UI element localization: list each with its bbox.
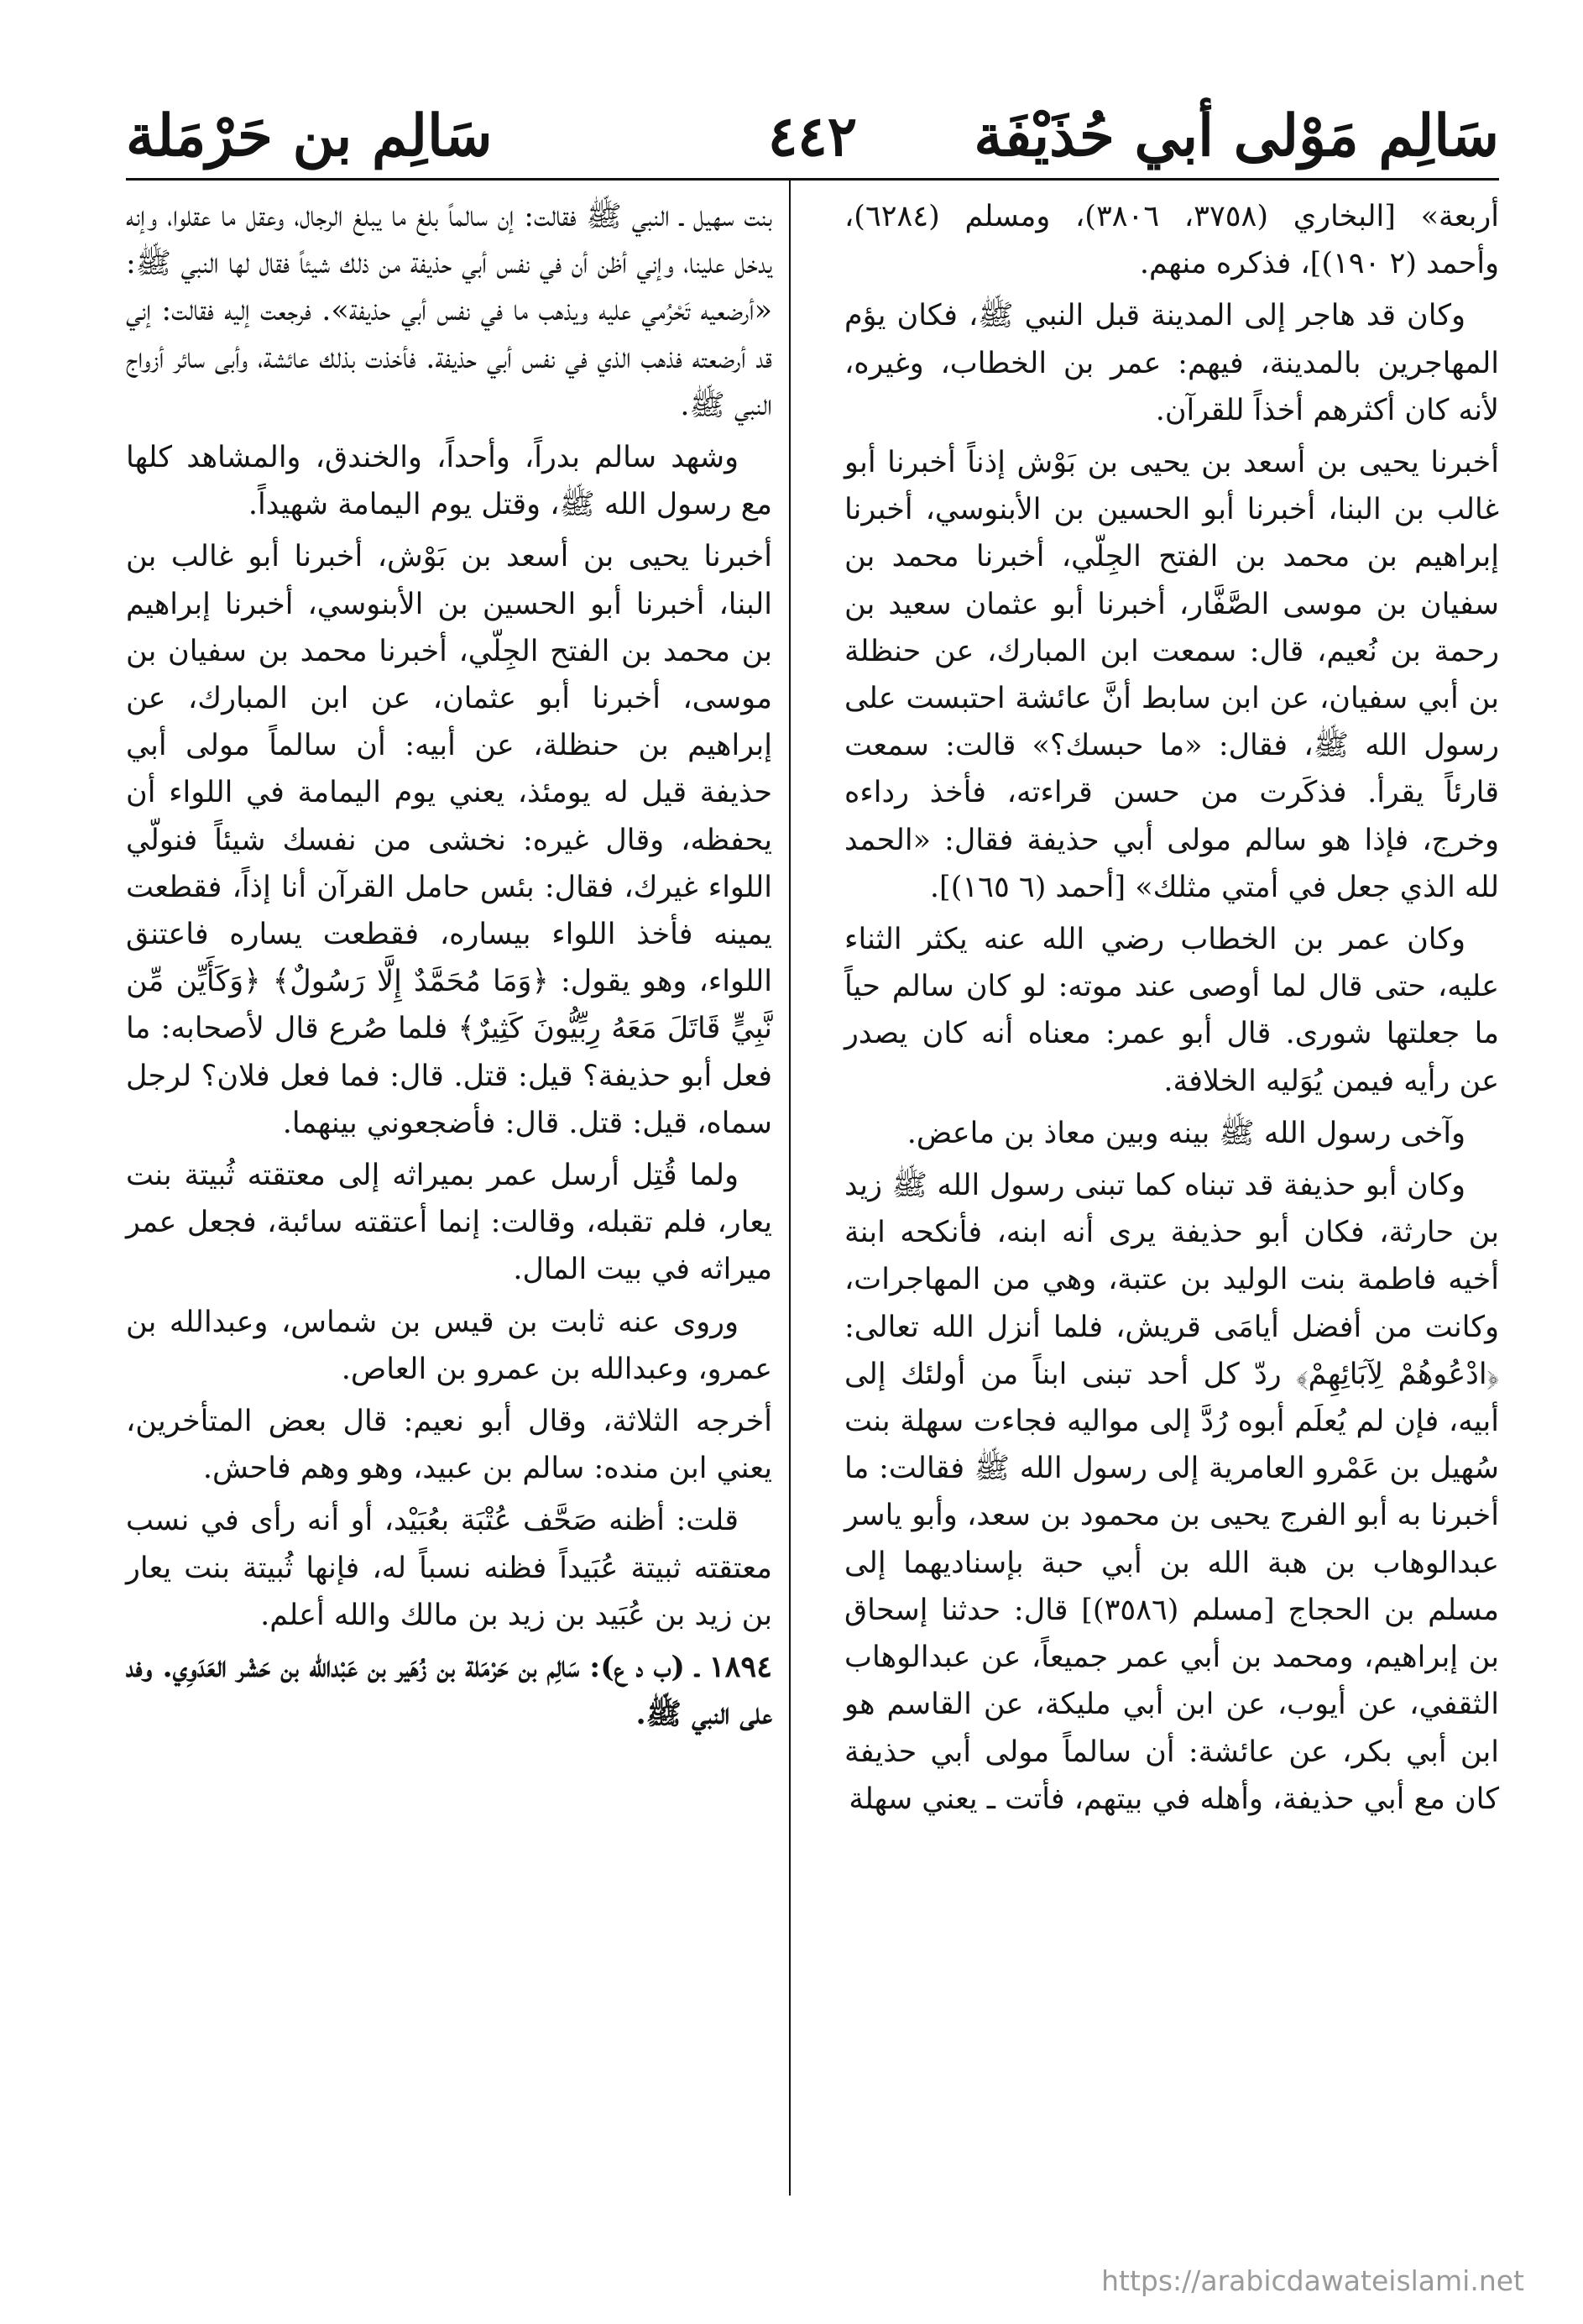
running-title-right: سَالِم مَوْلى أبي حُذَيْفَة bbox=[974, 102, 1499, 170]
paragraph: ولما قُتِل أرسل عمر بميراثه إلى معتقته ثُبيتة بنت يعار، فلم تقبله، وقالت: إنما أعتقته سائبة، فجعل عمر ميراثه في بيت المال. bbox=[126, 1159, 772, 1287]
running-title-left: سَالِم بن حَرْمَلة bbox=[126, 102, 493, 170]
left-column bbox=[126, 193, 772, 1744]
paragraph: أربعة» [البخاري (٣٧٥٨، ٣٨٠٦)، ومسلم (٦٢٨٤)، وأحمد (٢ ١٩٠)]، فذكره منهم. bbox=[844, 200, 1499, 281]
paragraph: وكان قد هاجر إلى المدينة قبل النبي ﷺ، فكان يؤم المهاجرين بالمدينة، فيهم: عمر بن الخطاب، وغيره، لأنه كان أكثرهم أخذاً للقرآن. bbox=[844, 299, 1499, 427]
page-header bbox=[126, 97, 1499, 176]
column-divider bbox=[789, 181, 791, 2196]
page-number: ٤٤٢ bbox=[767, 103, 858, 169]
paragraph: وشهد سالم بدراً، وأحداً، والخندق، والمشاهد كلها مع رسول الله ﷺ، وقتل يوم اليمامة شهيداً. bbox=[126, 441, 772, 522]
paragraph: بنت سهيل ـ النبي ﷺ فقالت: إن سالماً بلغ ما يبلغ الرجال، وعقل ما عقلوا، وإنه يدخل علينا، وإني أظن أن في نفس أبي حذيفة من ذلك شيئاً فقال لها النبي ﷺ: «أرضعيه تَحْرُمي عليه ويذهب ما في نفس أبي حذيفة». فرجعت إليه فقالت: إني قد أرضعته فذهب الذي في نفس أبي حذيفة. فأخذت بذلك عائشة، وأبى سائر أزواج النبي ﷺ. bbox=[126, 200, 772, 422]
entry-heading: ١٨٩٤ ـ (ب د ع): سَالِم بن حَرْمَلة بن زُهَير بن عَبْدالله بن حَشْر العَدَوِي. وفد على النبي ﷺ. bbox=[126, 1650, 772, 1732]
paragraph: أخبرنا يحيى بن أسعد بن يحيى بن بَوْش إذناً أخبرنا أبو غالب بن البنا، أخبرنا أبو الحسين بن الأبنوسي، أخبرنا إبراهيم بن محمد بن الفتح الجِلّي، أخبرنا محمد بن سفيان بن موسى الصَّفَّار، أخبرنا أبو عثمان سعيد بن رحمة بن نُعيم، قال: سمعت ابن المبارك، عن حنظلة بن أبي سفيان، عن ابن سابط أنَّ عائشة احتبست على رسول الله ﷺ، فقال: «ما حبسك؟» قالت: سمعت قارئاً يقرأ. فذكَرت من حسن قراءته، فأخذ رداءه وخرج، فإذا هو سالم مولى أبي حذيفة فقال: «الحمد لله الذي جعل في أمتي مثلك» [أحمد (٦ ١٦٥)]. bbox=[844, 446, 1499, 904]
header-rule bbox=[126, 178, 1499, 181]
paragraph: وكان أبو حذيفة قد تبناه كما تبنى رسول الله ﷺ زيد بن حارثة، فكان أبو حذيفة يرى أنه ابنه، فأنكحه ابنة أخيه فاطمة بنت الوليد بن عتبة، وهي من المهاجرات، وكانت من أفضل أيامَى قريش، فلما أنزل الله تعالى: ﴿ادْعُوهُمْ لِآبَائِهِمْ﴾ ردّ كل أحد تبنى ابناً من أولئك إلى أبيه، فإن لم يُعلَم أبوه رُدَّ إلى مواليه فجاءت سهلة بنت سُهيل بن عَمْرو العامرية إلى رسول الله ﷺ فقالت: ما أخبرنا به أبو الفرج يحيى بن محمود بن سعد، وأبو ياسر عبدالوهاب بن هبة الله بن أبي حبة بإسناديهما إلى مسلم بن الحجاج [مسلم (٣٥٨٦)] قال: حدثنا إسحاق بن إبراهيم، ومحمد بن أبي عمر جميعاً، عن عبدالوهاب الثقفي، عن أيوب، عن ابن أبي مليكة، عن القاسم هو ابن أبي بكر، عن عائشة: أن سالماً مولى أبي حذيفة كان مع أبي حذيفة، وأهله في بيتهم، فأتت ـ يعني سهلة bbox=[844, 1169, 1499, 1816]
paragraph: قلت: أظنه صَحَّف عُتْبَة بعُبَيْد، أو أنه رأى في نسب معتقته ثبيتة عُبَيداً فظنه نسباً له، فإنها ثُبيتة بنت يعار بن زيد بن عُبَيد بن زيد بن مالك والله أعلم. bbox=[126, 1504, 772, 1632]
paragraph: وروى عنه ثابت بن قيس بن شماس، وعبدالله بن عمرو، وعبدالله بن عمرو بن العاص. bbox=[126, 1305, 772, 1386]
right-column bbox=[844, 193, 1499, 1828]
paragraph: أخرجه الثلاثة، وقال أبو نعيم: قال بعض المتأخرين، يعني ابن منده: سالم بن عبيد، وهو وهم فاحش. bbox=[126, 1405, 772, 1486]
paragraph: أخبرنا يحيى بن أسعد بن بَوْش، أخبرنا أبو غالب بن البنا، أخبرنا أبو الحسين بن الأبنوسي، أخبرنا إبراهيم بن محمد بن الفتح الجِلّي، أخبرنا محمد بن سفيان بن موسى، أخبرنا أبو عثمان، عن ابن المبارك، عن إبراهيم بن حنظلة، عن أبيه: أن سالماً مولى أبي حذيفة قيل له يومئذ، يعني يوم اليمامة في اللواء أن يحفظه، وقال غيره: نخشى من نفسك شيئاً فنولّي اللواء غيرك، فقال: بئس حامل القرآن أنا إذاً، فقطعت يمينه فأخذ اللواء بيساره، فقطعت يساره فاعتنق اللواء، وهو يقول: ﴿وَمَا مُحَمَّدٌ إِلَّا رَسُولٌ﴾ ﴿وَكَأَيِّن مِّن نَّبِيٍّ قَاتَلَ مَعَهُ رِبِّيُّونَ كَثِيرٌ﴾ فلما صُرع قال لأصحابه: ما فعل أبو حذيفة؟ قيل: قتل. قال: فما فعل فلان؟ لرجل سماه، قيل: قتل. قال: فأضجعوني بينهما. bbox=[126, 540, 772, 1140]
watermark-url: https://arabicdawateislami.net bbox=[1101, 2264, 1524, 2297]
paragraph: وكان عمر بن الخطاب رضي الله عنه يكثر الثناء عليه، حتى قال لما أوصى عند موته: لو كان سالم حياً ما جعلتها شورى. قال أبو عمر: معناه أنه كان يصدر عن رأيه فيمن يُوَليه الخلافة. bbox=[844, 923, 1499, 1098]
paragraph: وآخى رسول الله ﷺ بينه وبين معاذ بن ماعض. bbox=[906, 1116, 1465, 1150]
